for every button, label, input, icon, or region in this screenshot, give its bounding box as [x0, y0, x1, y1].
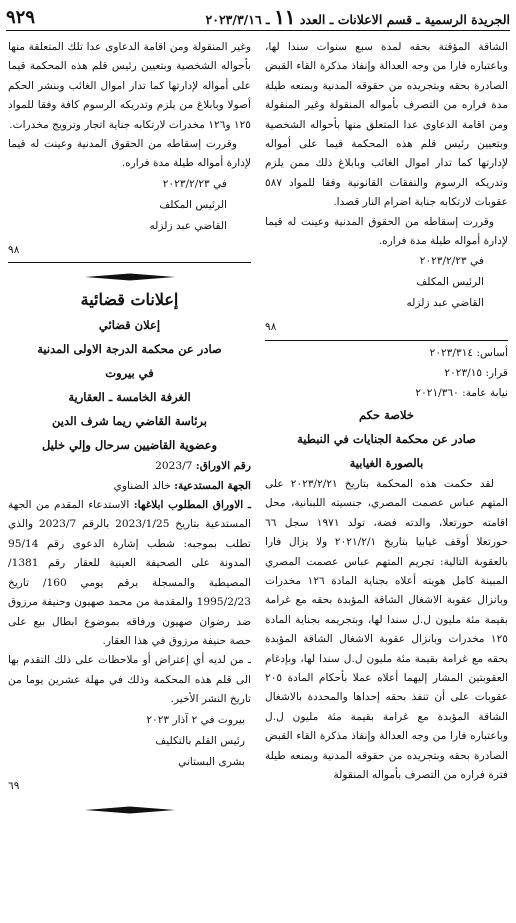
papers-notice	[8, 496, 251, 651]
papers-value: 2023/7	[155, 460, 193, 473]
ad-court: صادر عن محكمة الدرجة الاولى المدنية	[37, 342, 222, 357]
papers-label: رقم الاوراق:	[195, 460, 251, 473]
ornament-divider-icon	[85, 806, 175, 814]
papers-notice-body: الاستدعاء المقدم من الجهة المستدعية بتاريخ 2023/1/25 بالرقم 2023/7 والذي تطلب بموجبه: شطب إشارة الدعوى رقم 95/14 المدونة على الصحيفة العينية للعقار رقم 1381/ المصيطبة والمسجلة برقم يومي 160/ تاريخ 1995/2/23 والمقدمة من محمد صهيون وحنيفة مرزوق ضد رضوان صهيون ورفاقه بموضوع ابطال بيع على حصة حنيفة مرزوق في هذا العقار.	[8, 499, 252, 647]
requester-value: خالد الضناوي	[113, 479, 171, 492]
ref-decision: قرار: ٢٠٢٣/١٥	[444, 366, 508, 379]
signature-name: القاضي عبد زلزله	[149, 219, 227, 232]
page-header	[6, 4, 510, 31]
judgment-court: صادر عن محكمة الجنايات في النبطية	[297, 431, 476, 446]
page-number: ٩٢٩	[6, 6, 36, 28]
signature-role: الرئيس المكلف	[159, 198, 227, 211]
papers-number	[8, 457, 251, 476]
case-references	[265, 343, 508, 403]
signature-date: في ٢٠٢٣/٢/٢٣	[162, 177, 227, 190]
ad-presidency: برئاسة القاضي ريما شرف الدين	[52, 414, 207, 429]
judgment-body: لقد حكمت هذه المحكمة بتاريخ ٢٠٢٣/٢/٢١ على المتهم عباس عصمت المصري، جنسيته اللبنانية، محل اقامته حورتعلا، والدته فضة، تولد ١٩٧١ سجل ٦٦ حورتعلا أوقف غيابيا بتاريخ ٢٠٢١/٢/١ ولا يزال فارا بالعقوبة التالية: تجريم المتهم عباس عصمت المصري المبينة كامل هويته أعلاه بجناية المادة ١٢٦ مخدرات وبانزال عقوبة الاشغال الشاقة المؤبدة بحقه مع غرامة بقيمة مئة مليون ل.ل سندا لها، وبتجريمه بجناية المادة ١٢٥ مخدرات وبانزال عقوبة الاشغال الشاقة المؤبدة بحقه مع غرامة بقيمة مئة مليون ل.ل سندا لها، وبإدغام العقوبتين المشار إليهما أعلاه عملا بأحكام المادة ٢٠٥ عقوبات على أن تنفذ بحقه إحداها والمحددة بالاشغال الشاقة المؤبدة مع غرامة بقيمة مئة مليون ل.ل وباعتباره فارا من وجه العدالة وإنفاذ مذكرة القاء القبض الصادرة بحقه وبتجريده من حقوقه المدنية وبمنعه طيلة فترة فراره من التصرف بأمواله المنقولة	[265, 477, 508, 781]
issue-date: ٢٠٢٣/٣/١٦	[205, 12, 262, 27]
judgment-mode: بالصورة الغيابية	[349, 455, 424, 470]
header-title: الجريدة الرسمية ـ قسم الاعلانات ـ العدد ١١ ـ ٢٠٢٣/٣/١٦	[205, 5, 510, 29]
issue-number: ١١	[274, 5, 296, 29]
ornament-divider-icon	[85, 273, 175, 281]
divider	[265, 340, 508, 341]
papers-notice-label: ـ الاوراق المطلوب ابلاغها:	[133, 499, 251, 512]
judgment-title: خلاصة حكم	[358, 407, 415, 422]
ad-number: ٦٩	[8, 779, 20, 792]
signature-date: في ٢٠٢٣/٢/٢٣	[419, 255, 484, 268]
requester	[8, 477, 251, 496]
signature-name: القاضي عبد زلزله	[406, 297, 484, 310]
ad-signature-role: رئيس القلم بالتكليف	[155, 734, 245, 747]
left-column	[8, 38, 251, 820]
requester-label: الجهة المستدعية:	[174, 479, 251, 492]
notice-number: ٩٨	[8, 243, 20, 256]
ad-signature-name: بشرى البستاني	[178, 755, 245, 768]
ad-chamber: الغرفة الخامسة ـ العقارية	[68, 390, 191, 405]
ref-prosecution: نيابة عامة: ٢٠٢١/٣٦٠	[415, 386, 508, 399]
civil-rights-decision: وقررت إسقاطه من الحقوق المدنية وعينت له قيما لإدارة أمواله طيلة مدة فراره.	[8, 138, 251, 170]
header-title-prefix: الجريدة الرسمية ـ قسم الاعلانات ـ العدد	[299, 12, 510, 27]
ad-court-city: في بيروت	[105, 366, 154, 381]
ad-signature-block	[8, 710, 245, 773]
ad-title: إعلان قضائي	[98, 318, 161, 333]
signature-block	[8, 174, 227, 237]
signature-block	[265, 251, 484, 314]
judgment-continuation: وغير المنقولة ومن اقامة الدعاوى عدا تلك المتعلقة منها بأحواله الشخصية وبتعيين رئيس قلم هذه المحكمة قيما على أمواله لإدارتها كما تدار اموال الغائب وبنشر الحكم أصولا وبابلاغ من يلزم وتدريكه الرسوم كافة وفقا للمواد ١٢٥ و١٢٦ مخدرات لارتكابه جناية اتجار وترويج مخدرات.	[8, 41, 251, 131]
civil-rights-decision: وقررت إسقاطه من الحقوق المدنية وعينت له قيما لإدارة أمواله طيلة مدة فراره.	[265, 215, 508, 248]
judgment-continuation: الشاقة المؤقتة بحقه لمدة سبع سنوات سندا لها، وباعتباره فارا من وجه العدالة وإنفاذ مذكرة القاء القبض الصادرة بحقه وبتجريده من حقوقه المدنية وبمنعه طيلة مدة فراره من التصرف بأمواله المنقولة وغير المنقولة ومن اقامة الدعاوى عدا المتعلق منها بأحواله الشخصية وبتعيين رئيس قلم هذه المحكمة قيما على أمواله لإدارتها كما تدار اموال الغائب وبابلاغ ذلك ممن يلزم وتدريكه الرسوم والنفقات القانونية وفقا للمواد ٥٨٧ عقوبات لارتكابه جناية اضرام النار قصدا.	[265, 41, 508, 209]
ad-members: وعضوية القاضيين سرحال وإلي خليل	[41, 438, 218, 453]
divider	[8, 262, 251, 263]
section-title: إعلانات قضائية	[80, 290, 179, 310]
objection-notice: ـ من لديه أي إعتراض أو ملاحظات على ذلك التقدم بها الى قلم هذه المحكمة وذلك في مهلة عشرين يوما من تاريخ النشر الأخير.	[8, 654, 251, 706]
signature-role: الرئيس المكلف	[416, 276, 484, 289]
ad-signature-date: بيروت في ٢ آذار ٢٠٢٣	[146, 713, 245, 726]
right-column	[265, 38, 508, 785]
notice-number: ٩٨	[265, 321, 277, 334]
ref-basis: أساس: ٢٠٢٣/٣١٤	[429, 346, 508, 359]
